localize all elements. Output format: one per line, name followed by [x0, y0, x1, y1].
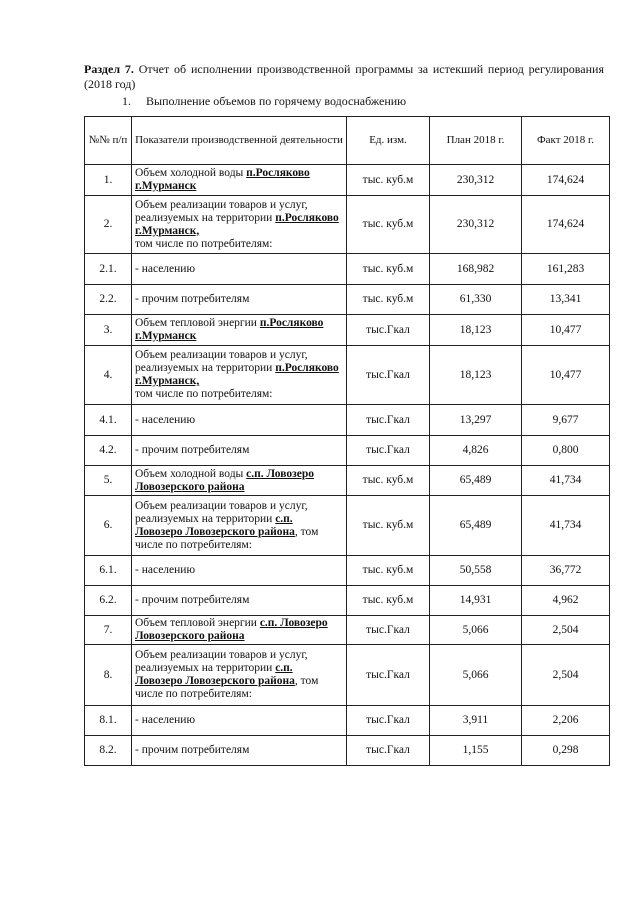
row-indicator: [132, 706, 347, 736]
indicator-text: - прочим потребителям: [135, 293, 250, 305]
row-plan-value: 50,558: [430, 556, 522, 586]
row-fact-value: 161,283: [522, 254, 610, 285]
table-row: [85, 196, 610, 254]
indicator-locality: п.Росляково г.Мурманск: [135, 317, 324, 342]
header-plan: План 2018 г.: [430, 117, 522, 165]
indicator-text: - населению: [135, 262, 196, 275]
row-number: 5.: [85, 466, 132, 496]
row-indicator: [132, 645, 347, 706]
row-fact-value: 9,677: [522, 405, 610, 436]
header-num: №№ п/п: [85, 117, 132, 165]
row-plan-value: 65,489: [430, 496, 522, 556]
row-number: 6.2.: [85, 586, 132, 616]
row-unit: тыс.Гкал: [347, 346, 430, 405]
row-unit: тыс.Гкал: [347, 405, 430, 436]
row-plan-value: 1,155: [430, 736, 522, 766]
indicator-text: - населению: [135, 564, 196, 576]
indicator-locality: с.п. Ловозеро Ловозерского района: [135, 467, 315, 493]
row-fact-value: 10,477: [522, 346, 610, 405]
row-fact-value: 2,206: [522, 706, 610, 736]
row-unit: тыс. куб.м: [347, 254, 430, 285]
indicator-text: Объем реализации товаров и услуг, реализуемых на территории: [135, 649, 308, 674]
table-row: [85, 405, 610, 436]
indicator-text: Объем реализации товаров и услуг, реализуемых на территории: [135, 198, 308, 224]
indicator-text: - населению: [135, 413, 196, 426]
table-row: [85, 346, 610, 405]
row-number: 7.: [85, 616, 132, 645]
row-plan-value: 14,931: [430, 586, 522, 616]
indicator-suffix: том числе по потребителям:: [135, 388, 273, 400]
indicator-text: Объем тепловой энергии: [135, 617, 260, 629]
indicator-text: Объем холодной воды: [135, 167, 247, 179]
indicator-locality: с.п. Ловозеро Ловозерского района: [135, 662, 295, 687]
row-fact-value: 174,624: [522, 165, 610, 196]
indicator-text: Объем тепловой энергии: [135, 317, 260, 329]
row-number: 8.: [85, 645, 132, 706]
header-indicator: Показатели производственной деятельности: [132, 117, 347, 165]
table-row: [85, 645, 610, 706]
row-unit: тыс. куб.м: [347, 466, 430, 496]
row-plan-value: 18,123: [430, 315, 522, 346]
row-indicator: [132, 586, 347, 616]
row-indicator: [132, 346, 347, 405]
table-row: [85, 254, 610, 285]
table-row: [85, 706, 610, 736]
row-plan-value: 4,826: [430, 436, 522, 466]
indicator-text: Объем реализации товаров и услуг, реализуемых на территории: [135, 349, 308, 374]
row-plan-value: 5,066: [430, 645, 522, 706]
row-indicator: [132, 466, 347, 496]
indicator-text: - прочим потребителям: [135, 744, 250, 756]
row-fact-value: 2,504: [522, 616, 610, 645]
row-indicator: [132, 196, 347, 254]
section-label: Раздел 7.: [84, 62, 134, 76]
table-header-row: [85, 117, 610, 165]
indicator-suffix: , том числе по потребителям:: [135, 675, 319, 700]
row-plan-value: 5,066: [430, 616, 522, 645]
row-fact-value: 4,962: [522, 586, 610, 616]
row-plan-value: 168,982: [430, 254, 522, 285]
row-indicator: [132, 496, 347, 556]
indicator-text: - прочим потребителям: [135, 594, 250, 606]
row-plan-value: 13,297: [430, 405, 522, 436]
row-indicator: [132, 285, 347, 315]
row-plan-value: 3,911: [430, 706, 522, 736]
indicator-suffix: , том числе по потребителям:: [135, 525, 319, 551]
row-number: 1.: [85, 165, 132, 196]
row-number: 4.: [85, 346, 132, 405]
row-unit: тыс.Гкал: [347, 645, 430, 706]
table-row: [85, 556, 610, 586]
table-row: [85, 586, 610, 616]
row-number: 6.1.: [85, 556, 132, 586]
table-row: [85, 616, 610, 645]
row-number: 3.: [85, 315, 132, 346]
row-unit: тыс.Гкал: [347, 315, 430, 346]
row-plan-value: 65,489: [430, 466, 522, 496]
row-unit: тыс.Гкал: [347, 436, 430, 466]
subsection-heading: [122, 94, 406, 109]
table-row: [85, 736, 610, 766]
indicator-text: Объем холодной воды: [135, 467, 247, 480]
indicator-locality: п.Росляково г.Мурманск,: [135, 362, 339, 387]
row-plan-value: 230,312: [430, 196, 522, 254]
row-fact-value: 174,624: [522, 196, 610, 254]
row-indicator: [132, 556, 347, 586]
indicator-suffix: том числе по потребителям:: [135, 237, 273, 250]
row-number: 6.: [85, 496, 132, 556]
row-fact-value: 10,477: [522, 315, 610, 346]
row-plan-value: 230,312: [430, 165, 522, 196]
row-unit: тыс. куб.м: [347, 196, 430, 254]
table-row: [85, 165, 610, 196]
row-unit: тыс. куб.м: [347, 285, 430, 315]
row-unit: тыс. куб.м: [347, 496, 430, 556]
row-number: 2.2.: [85, 285, 132, 315]
indicator-locality: с.п. Ловозеро Ловозерского района: [135, 512, 295, 538]
indicator-text: - населению: [135, 714, 196, 726]
row-unit: тыс. куб.м: [347, 165, 430, 196]
row-indicator: [132, 165, 347, 196]
row-indicator: [132, 315, 347, 346]
row-fact-value: 0,800: [522, 436, 610, 466]
row-number: 8.2.: [85, 736, 132, 766]
row-unit: тыс. куб.м: [347, 586, 430, 616]
row-unit: тыс. куб.м: [347, 556, 430, 586]
row-plan-value: 18,123: [430, 346, 522, 405]
row-indicator: [132, 405, 347, 436]
row-indicator: [132, 254, 347, 285]
row-indicator: [132, 616, 347, 645]
row-plan-value: 61,330: [430, 285, 522, 315]
row-fact-value: 41,734: [522, 496, 610, 556]
row-indicator: [132, 436, 347, 466]
row-number: 2.: [85, 196, 132, 254]
report-table: [84, 116, 610, 766]
indicator-text: - прочим потребителям: [135, 444, 250, 456]
table-row: [85, 436, 610, 466]
indicator-locality: п.Росляково г.Мурманск: [135, 167, 310, 192]
header-fact: Факт 2018 г.: [522, 117, 610, 165]
subsection-number: 1.: [122, 94, 131, 108]
row-unit: тыс.Гкал: [347, 706, 430, 736]
row-number: 2.1.: [85, 254, 132, 285]
row-indicator: [132, 736, 347, 766]
row-fact-value: 13,341: [522, 285, 610, 315]
row-fact-value: 36,772: [522, 556, 610, 586]
row-number: 8.1.: [85, 706, 132, 736]
indicator-locality: п.Росляково г.Мурманск,: [135, 211, 339, 237]
indicator-text: Объем реализации товаров и услуг, реализуемых на территории: [135, 499, 308, 525]
row-fact-value: 41,734: [522, 466, 610, 496]
row-unit: тыс.Гкал: [347, 616, 430, 645]
section-heading: [84, 62, 604, 92]
row-unit: тыс.Гкал: [347, 736, 430, 766]
table-row: [85, 466, 610, 496]
table-row: [85, 315, 610, 346]
table-row: [85, 496, 610, 556]
row-fact-value: 0,298: [522, 736, 610, 766]
row-fact-value: 2,504: [522, 645, 610, 706]
row-number: 4.2.: [85, 436, 132, 466]
indicator-locality: с.п. Ловозеро Ловозерского района: [135, 617, 328, 642]
table-row: [85, 285, 610, 315]
header-unit: Ед. изм.: [347, 117, 430, 165]
row-number: 4.1.: [85, 405, 132, 436]
section-title: Отчет об исполнении производственной программы за истекший период регулирования (2018 год): [84, 62, 604, 91]
subsection-title: Выполнение объемов по горячему водоснабжению: [146, 94, 407, 108]
